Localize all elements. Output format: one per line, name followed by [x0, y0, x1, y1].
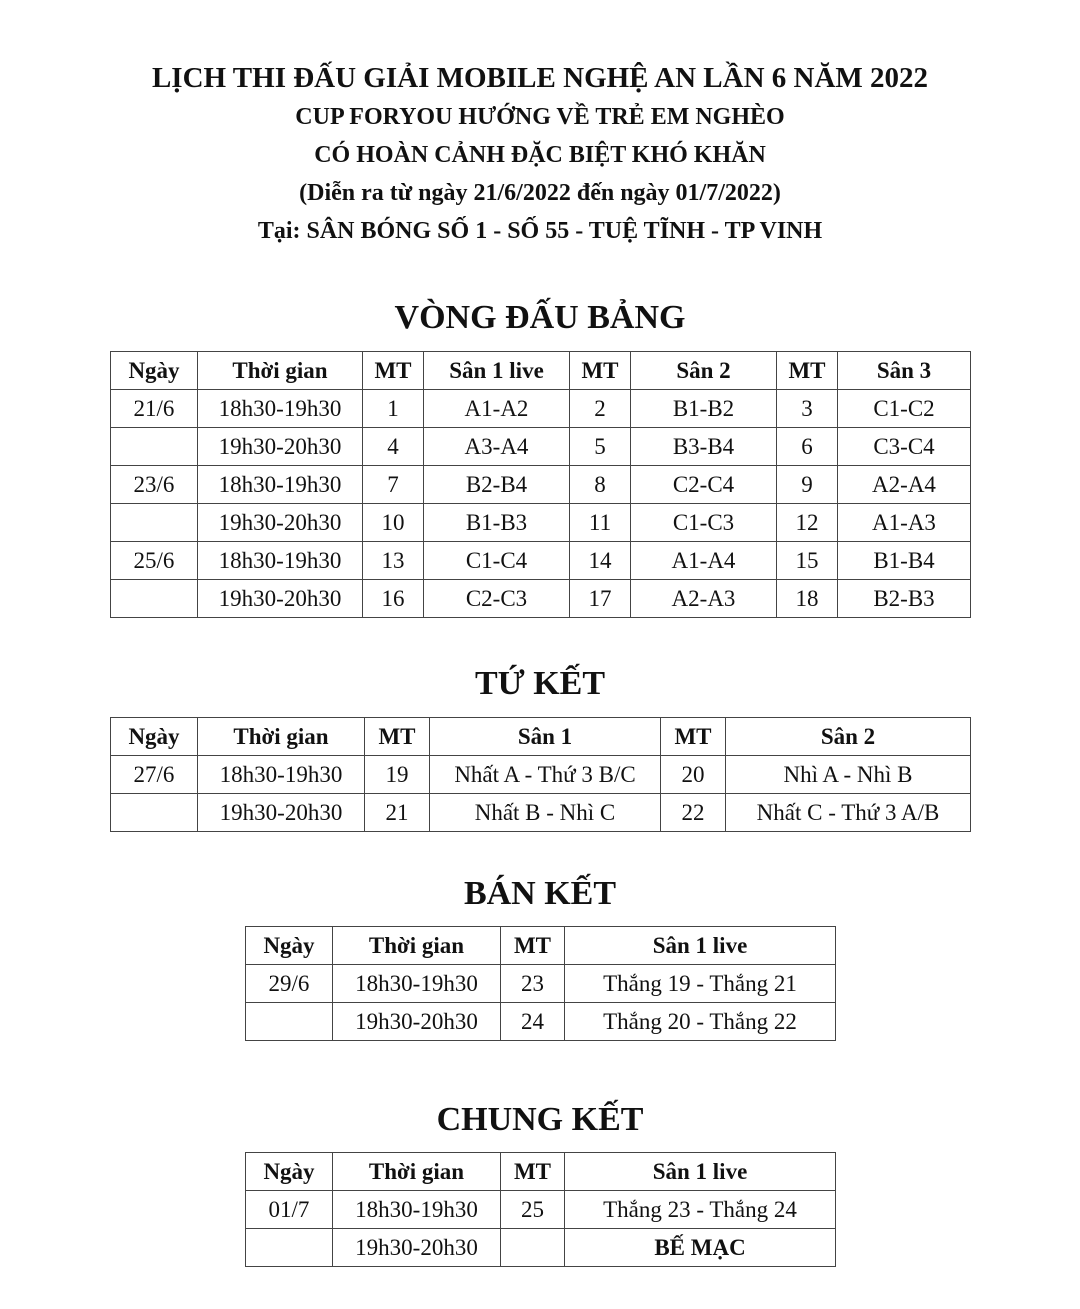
column-header: Thời gian	[198, 352, 363, 390]
table-row	[111, 390, 971, 428]
table-cell: A2-A4	[838, 466, 971, 504]
closing-ceremony-cell: BẾ MẠC	[565, 1229, 836, 1267]
table-cell: A2-A3	[631, 580, 777, 618]
table-cell: B2-B3	[838, 580, 971, 618]
table-header-row	[246, 927, 836, 965]
quarter-finals-table	[110, 717, 971, 832]
table-cell: 19h30-20h30	[198, 794, 365, 832]
table-row	[111, 542, 971, 580]
table-cell	[246, 1003, 333, 1041]
column-header: Sân 1 live	[565, 1153, 836, 1191]
table-cell: 18h30-19h30	[198, 756, 365, 794]
table-cell: 6	[777, 428, 838, 466]
table-cell: 1	[363, 390, 424, 428]
column-header: MT	[777, 352, 838, 390]
table-cell: 7	[363, 466, 424, 504]
table-row	[246, 965, 836, 1003]
table-row	[111, 504, 971, 542]
table-cell: 18h30-19h30	[198, 542, 363, 580]
column-header: Ngày	[246, 1153, 333, 1191]
table-cell: Nhì A - Nhì B	[726, 756, 971, 794]
table-cell: 19h30-20h30	[198, 428, 363, 466]
table-row	[246, 1191, 836, 1229]
date-range: (Diễn ra từ ngày 21/6/2022 đến ngày 01/7/2022)	[299, 180, 781, 206]
column-header: Thời gian	[333, 927, 501, 965]
table-cell: C1-C3	[631, 504, 777, 542]
table-cell: Thắng 20 - Thắng 22	[565, 1003, 836, 1041]
table-cell: 20	[661, 756, 726, 794]
table-cell: 14	[570, 542, 631, 580]
column-header: MT	[570, 352, 631, 390]
table-cell: 11	[570, 504, 631, 542]
table-row	[246, 1229, 836, 1267]
table-cell: C1-C4	[424, 542, 570, 580]
column-header: MT	[363, 352, 424, 390]
column-header: MT	[365, 718, 430, 756]
table-cell: C1-C2	[838, 390, 971, 428]
table-cell: 23/6	[111, 466, 198, 504]
column-header: Thời gian	[198, 718, 365, 756]
table-cell: 19h30-20h30	[198, 504, 363, 542]
table-cell: B1-B3	[424, 504, 570, 542]
table-header-row	[111, 352, 971, 390]
semi-finals-title: BÁN KẾT	[463, 875, 617, 912]
final-table	[245, 1152, 836, 1267]
group-stage-title: VÒNG ĐẤU BẢNG	[394, 299, 686, 336]
document-header	[0, 58, 1080, 250]
table-cell	[501, 1229, 565, 1267]
table-cell: Nhất B - Nhì C	[430, 794, 661, 832]
table-cell: 23	[501, 965, 565, 1003]
table-cell: Thắng 19 - Thắng 21	[565, 965, 836, 1003]
table-cell: 27/6	[111, 756, 198, 794]
table-row	[111, 756, 971, 794]
table-cell: 13	[363, 542, 424, 580]
column-header: MT	[661, 718, 726, 756]
column-header: Ngày	[246, 927, 333, 965]
main-title: LỊCH THI ĐẤU GIẢI MOBILE NGHỆ AN LẦN 6 NĂM 2022	[151, 62, 929, 94]
table-cell: 22	[661, 794, 726, 832]
table-cell: Thắng 23 - Thắng 24	[565, 1191, 836, 1229]
column-header: Ngày	[111, 718, 198, 756]
column-header: Sân 2	[631, 352, 777, 390]
table-cell: A1-A3	[838, 504, 971, 542]
table-cell: 25	[501, 1191, 565, 1229]
table-cell: 16	[363, 580, 424, 618]
table-cell: A3-A4	[424, 428, 570, 466]
table-cell: 4	[363, 428, 424, 466]
table-cell: C2-C4	[631, 466, 777, 504]
table-cell: C3-C4	[838, 428, 971, 466]
table-cell: 3	[777, 390, 838, 428]
table-cell: 21	[365, 794, 430, 832]
column-header: Sân 2	[726, 718, 971, 756]
table-cell: 12	[777, 504, 838, 542]
semi-finals-table	[245, 926, 836, 1041]
column-header: Sân 1	[430, 718, 661, 756]
table-row	[246, 1003, 836, 1041]
table-cell: 18h30-19h30	[333, 1191, 501, 1229]
table-cell: 01/7	[246, 1191, 333, 1229]
table-header-row	[246, 1153, 836, 1191]
column-header: Thời gian	[333, 1153, 501, 1191]
table-cell: Nhất C - Thứ 3 A/B	[726, 794, 971, 832]
table-cell: 18	[777, 580, 838, 618]
table-cell: A1-A4	[631, 542, 777, 580]
table-cell: B2-B4	[424, 466, 570, 504]
table-cell: 18h30-19h30	[198, 390, 363, 428]
quarter-finals-title: TỨ KẾT	[474, 665, 606, 702]
table-cell: 8	[570, 466, 631, 504]
table-cell: A1-A2	[424, 390, 570, 428]
table-cell: C2-C3	[424, 580, 570, 618]
table-cell: B3-B4	[631, 428, 777, 466]
column-header: Ngày	[111, 352, 198, 390]
table-cell	[111, 504, 198, 542]
table-cell: B1-B2	[631, 390, 777, 428]
table-cell	[111, 428, 198, 466]
venue: Tại: SÂN BÓNG SỐ 1 - SỐ 55 - TUỆ TĨNH - TP VINH	[257, 218, 823, 244]
table-cell: 19h30-20h30	[198, 580, 363, 618]
table-cell: 17	[570, 580, 631, 618]
table-cell: Nhất A - Thứ 3 B/C	[430, 756, 661, 794]
table-row	[111, 466, 971, 504]
table-cell	[111, 580, 198, 618]
table-cell: 10	[363, 504, 424, 542]
table-cell: 9	[777, 466, 838, 504]
table-cell: 21/6	[111, 390, 198, 428]
table-cell: 24	[501, 1003, 565, 1041]
table-cell: 29/6	[246, 965, 333, 1003]
table-cell: 19	[365, 756, 430, 794]
column-header: Sân 1 live	[424, 352, 570, 390]
column-header: Sân 3	[838, 352, 971, 390]
table-cell: 15	[777, 542, 838, 580]
table-cell: 18h30-19h30	[333, 965, 501, 1003]
table-cell: 2	[570, 390, 631, 428]
final-title: CHUNG KẾT	[436, 1101, 644, 1138]
group-stage-table	[110, 351, 971, 618]
table-cell: 25/6	[111, 542, 198, 580]
column-header: Sân 1 live	[565, 927, 836, 965]
column-header: MT	[501, 927, 565, 965]
table-cell: 19h30-20h30	[333, 1003, 501, 1041]
table-row	[111, 580, 971, 618]
table-cell	[246, 1229, 333, 1267]
table-cell: 18h30-19h30	[198, 466, 363, 504]
subtitle-cause: CÓ HOÀN CẢNH ĐẶC BIỆT KHÓ KHĂN	[314, 142, 766, 168]
table-cell: 19h30-20h30	[333, 1229, 501, 1267]
column-header: MT	[501, 1153, 565, 1191]
table-header-row	[111, 718, 971, 756]
subtitle-cup: CUP FORYOU HƯỚNG VỀ TRẺ EM NGHÈO	[295, 104, 785, 130]
table-cell: 5	[570, 428, 631, 466]
table-row	[111, 428, 971, 466]
table-cell	[111, 794, 198, 832]
table-row	[111, 794, 971, 832]
table-cell: B1-B4	[838, 542, 971, 580]
